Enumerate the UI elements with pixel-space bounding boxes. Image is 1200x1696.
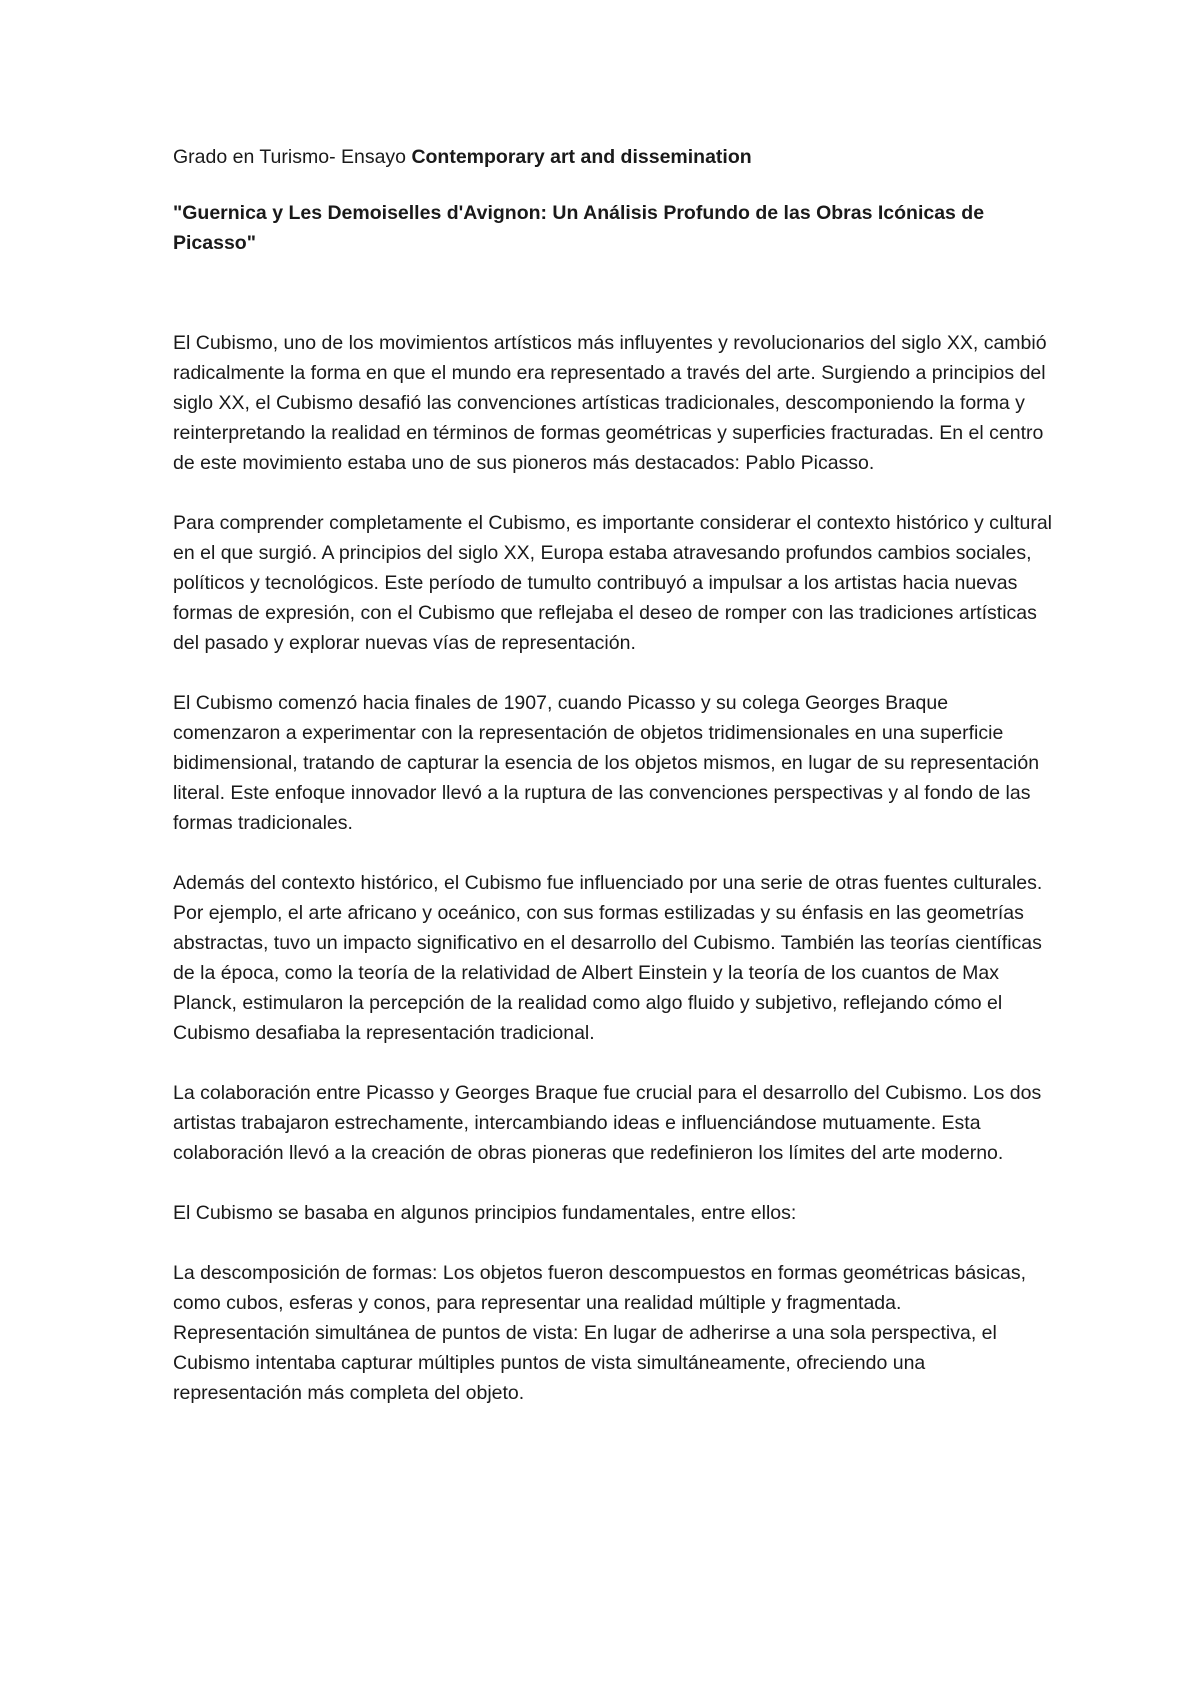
principle-item: Representación simultánea de puntos de vista: En lugar de adherirse a una sola perspectiva, el Cubismo intentaba capturar múltiples puntos de vista simultáneamente, ofreciendo una representación más completa del objeto. [173,1322,997,1404]
paragraph-collaboration: La colaboración entre Picasso y Georges Braque fue crucial para el desarrollo del Cubismo. Los dos artistas trabajaron estrechamente, intercambiando ideas e influenciándose mutuamente. Esta colaboración llevó a la creación de obras pioneras que redefinieron los límites del arte moderno. [173,1082,1042,1164]
paragraph-context: Para comprender completamente el Cubismo, es importante considerar el contexto histórico y cultural en el que surgió. A principios del siglo XX, Europa estaba atravesando profundos cambios sociales, políticos y tecnológicos. Este período de tumulto contribuyó a impulsar a los artistas hacia nuevas formas de expresión, con el Cubismo que reflejaba el deseo de romper con las tradiciones artísticas del pasado y explorar nuevas vías de representación. [173,512,1052,654]
paragraph-origins: El Cubismo comenzó hacia finales de 1907, cuando Picasso y su colega Georges Braque comenzaron a experimentar con la representación de objetos tridimensionales en una superficie bidimensional, tratando de capturar la esencia de los objetos mismos, en lugar de su representación literal. Este enfoque innovador llevó a la ruptura de las convenciones perspectivas y al fondo de las formas tradicionales. [173,692,1040,834]
document-body [173,142,1053,1408]
paragraph-intro: El Cubismo, uno de los movimientos artísticos más influyentes y revolucionarios del siglo XX, cambió radicalmente la forma en que el mundo era representado a través del arte. Surgiendo a principios del siglo XX, el Cubismo desafió las convenciones artísticas tradicionales, descomponiendo la forma y reinterpretando la realidad en términos de formas geométricas y superficies fracturadas. En el centro de este movimiento estaba uno de sus pioneros más destacados: Pablo Picasso. [173,332,1047,474]
paragraph-influences: Además del contexto histórico, el Cubismo fue influenciado por una serie de otras fuentes culturales. Por ejemplo, el arte africano y oceánico, con sus formas estilizadas y su énfasis en las geometrías abstractas, tuvo un impacto significativo en el desarrollo del Cubismo. También las teorías científicas de la época, como la teoría de la relatividad de Albert Einstein y la teoría de los cuantos de Max Planck, estimularon la percepción de la realidad como algo fluido y subjetivo, reflejando cómo el Cubismo desafiaba la representación tradicional. [173,872,1043,1044]
document-title: "Guernica y Les Demoiselles d'Avignon: Un Análisis Profundo de las Obras Icónicas de Picasso" [173,202,985,254]
course-name: Contemporary art and dissemination [411,146,752,168]
header-prefix: Grado en Turismo- Ensayo [173,146,412,168]
document-header [173,142,1053,172]
principle-item: La descomposición de formas: Los objetos fueron descompuestos en formas geométricas básicas, como cubos, esferas y conos, para representar una realidad múltiple y fragmentada. [173,1262,1027,1314]
paragraph-principles-intro: El Cubismo se basaba en algunos principios fundamentales, entre ellos: [173,1202,797,1224]
